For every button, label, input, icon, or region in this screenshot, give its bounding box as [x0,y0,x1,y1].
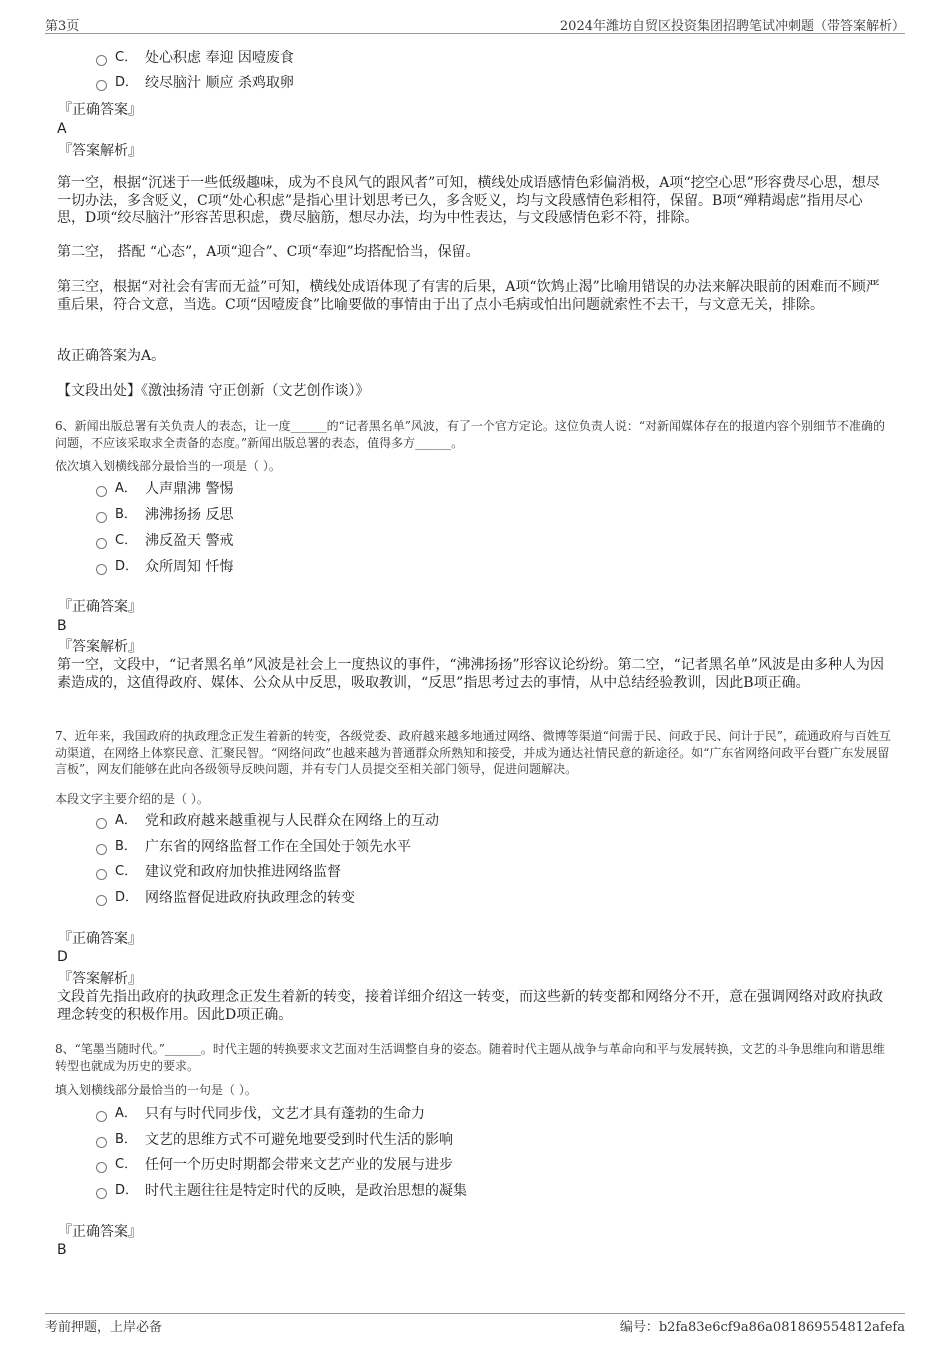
option-text: 建议党和政府加快推进网络监督 [145,864,341,880]
option-text: 沸沸扬扬 反思 [145,507,234,523]
answer-label: 『正确答案』 [58,102,142,118]
answer-label: 『正确答案』 [58,599,142,615]
page-footer [45,1313,905,1334]
option-text: 时代主题往往是特定时代的反映，是政治思想的凝集 [145,1183,467,1199]
analysis-paragraph: 文段首先指出政府的执政理念正发生着新的转变，接着详细介绍这一转变，而这些新的转变都和网络分不开，意在强调网络对政府执政理念转变的积极作用。因此D项正确。 [57,989,883,1023]
option-letter: D． [115,890,139,905]
analysis-paragraph: 故正确答案为A。 [57,348,166,364]
page-header [45,13,905,34]
analysis-paragraph: 第三空，根据“对社会有害而无益”可知，横线处成语体现了有害的后果，A项“饮鸩止渴”比喻用错误的办法来解决眼前的困难而不顾严重后果，符合文意，当选。C项“因噎废食”比喻要做的事情由于出了点小毛病或怕出问题就索性不去干，与文意无关，排除。 [57,279,880,313]
radio-icon[interactable] [96,55,107,66]
option-text: 任何一个历史时期都会带来文艺产业的发展与进步 [145,1157,453,1173]
page-number: 第3页 [45,19,80,34]
option-a[interactable] [96,1105,425,1123]
option-b[interactable] [96,1131,453,1149]
option-d[interactable] [96,1182,467,1200]
radio-icon[interactable] [96,895,107,906]
option-text: 绞尽脑汁 顺应 杀鸡取卵 [145,75,294,91]
option-letter: A． [115,481,137,496]
radio-icon[interactable] [96,1111,107,1122]
document-title: 2024年潍坊自贸区投资集团招聘笔试冲刺题（带答案解析） [559,19,905,34]
option-letter: C． [115,533,138,548]
option-a[interactable] [96,480,233,498]
option-letter: C． [115,864,138,879]
option-letter: C． [115,50,138,65]
option-c[interactable] [96,1156,453,1174]
option-b[interactable] [96,506,233,524]
option-b[interactable] [96,838,411,856]
analysis-label: 『答案解析』 [58,639,142,655]
analysis-label: 『答案解析』 [58,143,142,159]
option-text: 广东省的网络监督工作在全国处于领先水平 [145,839,411,855]
option-text: 处心积虑 奉迎 因噎废食 [145,50,294,66]
option-a[interactable] [96,812,439,830]
option-d[interactable] [96,889,355,907]
option-letter: B． [115,1132,137,1147]
option-text: 众所周知 忏悔 [145,559,234,575]
analysis-paragraph: 第一空，根据“沉迷于一些低级趣味，成为不良风气的跟风者”可知，横线处成语感情色彩偏消极，A项“挖空心思”形容费尽心思，想尽一切办法，多含贬义，C项“处心积虑”是指心里计划思考已久，多含贬义，均与文段感情色彩相符，保留。B项“殚精竭虑”指用尽心思，D项“绞尽脑汁”形容苦思积虑，费尽脑筋，想尽办法，均为中性表达，与文段感情色彩不符，排除。 [57,175,880,226]
option-c[interactable] [96,863,341,881]
radio-icon[interactable] [96,1162,107,1173]
question-8-text: 8、“笔墨当随时代。”______。时代主题的转换要求文艺面对生活调整自身的姿态。随着时代主题从战争与革命向和平与发展转换，文艺的斗争思维向和谐思维转型也就成为历史的要求。 [55,1042,885,1073]
radio-icon[interactable] [96,869,107,880]
answer-value: B [57,1242,67,1258]
option-letter: A． [115,1106,137,1121]
radio-icon[interactable] [96,564,107,575]
option-letter: D． [115,75,139,90]
analysis-label: 『答案解析』 [58,971,142,987]
answer-label: 『正确答案』 [58,931,142,947]
question-6-text: 6、新闻出版总署有关负责人的表态，让一度______的“记者黑名单”风波，有了一个官方定论。这位负责人说：“对新闻媒体存在的报道内容个别细节不准确的问题，不应该采取求全责备的态度。”新闻出版总署的表态，值得多方______。 [55,419,886,450]
option-c[interactable] [96,532,233,550]
option-letter: D． [115,559,139,574]
radio-icon[interactable] [96,486,107,497]
radio-icon[interactable] [96,1137,107,1148]
option-text: 党和政府越来越重视与人民群众在网络上的互动 [145,813,439,829]
option-letter: C． [115,1157,138,1172]
radio-icon[interactable] [96,538,107,549]
question-7-text: 7、近年来，我国政府的执政理念正发生着新的转变，各级党委、政府越来越多地通过网络、微博等渠道“问需于民、问政于民、问计于民”，疏通政府与百姓互动渠道，在网络上体察民意、汇聚民智。“网络问政”也越来越为普通群众所熟知和接受，并成为通达社情民意的新途径。如“广东省网络问政平台暨广东发展留言板”，网友们能够在此向各级领导反映问题，并有专门人员提交至相关部门领导，促进问题解决。 [55,729,891,776]
radio-icon[interactable] [96,844,107,855]
analysis-paragraph: 第一空，文段中，“记者黑名单”风波是社会上一度热议的事件，“沸沸扬扬”形容议论纷纷。第二空，“记者黑名单”风波是由多种人为因素造成的，这值得政府、媒体、公众从中反思，吸取教训，“反思”指思考过去的事情，从中总结经验教训，因此B项正确。 [57,657,884,691]
option-text: 文艺的思维方式不可避免地要受到时代生活的影响 [145,1132,453,1148]
question-8-prompt: 填入划横线部分最恰当的一句是（ ）。 [55,1083,257,1097]
option-text: 人声鼎沸 警惕 [145,481,234,497]
option-letter: B． [115,507,137,522]
answer-value: B [57,618,67,634]
answer-value: A [57,121,67,137]
document-serial: 编号：b2fa83e6cf9a86a081869554812afefa [619,1320,905,1335]
analysis-paragraph: 第二空， 搭配 “心态”，A项“迎合”、C项“奉迎”均搭配恰当，保留。 [57,244,480,260]
option-text: 只有与时代同步伐，文艺才具有蓬勃的生命力 [145,1106,425,1122]
question-6-prompt: 依次填入划横线部分最恰当的一项是（ ）。 [55,459,281,473]
option-d[interactable] [96,558,233,576]
answer-value: D [57,949,68,965]
radio-icon[interactable] [96,1188,107,1199]
option-letter: D． [115,1183,139,1198]
source-note: 【文段出处】《激浊扬清 守正创新（文艺创作谈）》 [57,383,370,399]
footer-slogan: 考前押题，上岸必备 [45,1320,163,1335]
radio-icon[interactable] [96,818,107,829]
option-text: 沸反盈天 警戒 [145,533,234,549]
radio-icon[interactable] [96,512,107,523]
option-letter: B． [115,839,137,854]
option-letter: A． [115,813,137,828]
question-7-prompt: 本段文字主要介绍的是（ ）。 [55,792,209,806]
option-d[interactable] [96,74,294,92]
option-c[interactable] [96,49,294,67]
option-text: 网络监督促进政府执政理念的转变 [145,890,355,906]
answer-label: 『正确答案』 [58,1224,142,1240]
radio-icon[interactable] [96,80,107,91]
